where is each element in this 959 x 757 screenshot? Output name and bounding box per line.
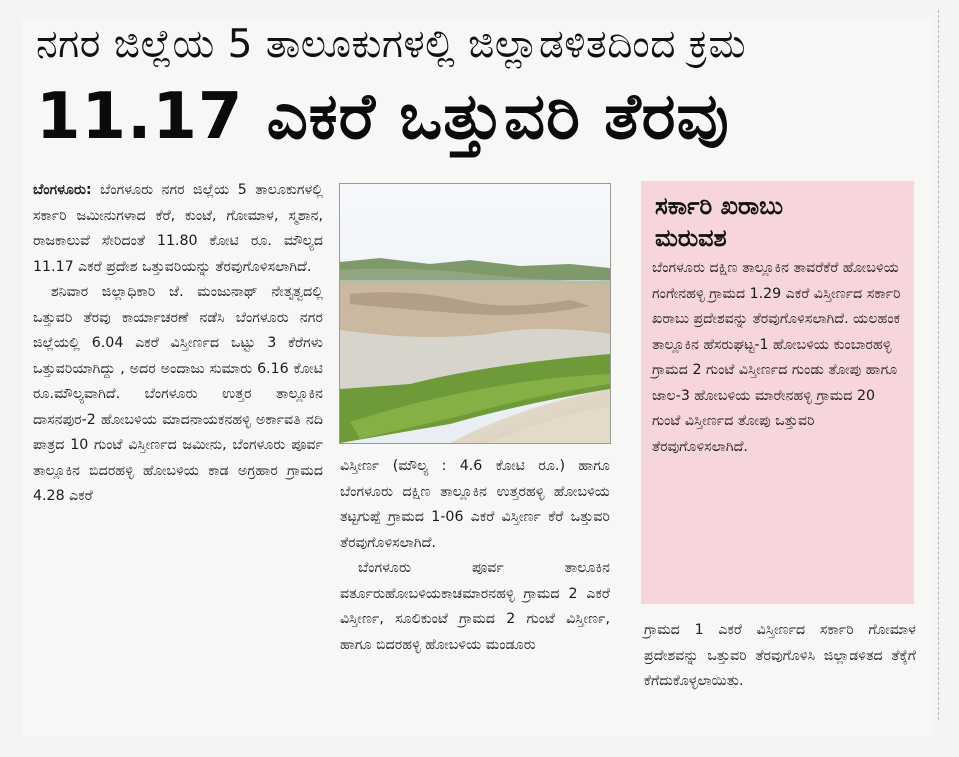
kicker-headline: ನಗರ ಜಿಲ್ಲೆಯ 5 ತಾಲೂಕುಗಳಲ್ಲಿ ಜಿಲ್ಲಾಡಳಿತದಿಂದ ಕ್ರಮ bbox=[36, 22, 747, 67]
sidebar-title bbox=[655, 190, 905, 254]
article-column-2 bbox=[340, 454, 610, 658]
sidebar-title-line: ಮರುವಶ bbox=[655, 224, 727, 252]
news-photo bbox=[339, 183, 611, 444]
paragraph: ಶನಿವಾರ ಜಿಲ್ಲಾಧಿಕಾರಿ ಜೆ. ಮಂಜುನಾಥ್ ನೇತೃತ್ವದಲ್ಲಿ ಒತ್ತುವರಿ ತೆರವು ಕಾರ್ಯಾಚರಣೆ ನಡೆಸಿ ಬೆಂಗಳೂರು ನಗರ ಜಿಲ್ಲೆಯಲ್ಲಿ 6.04 ಎಕರೆ ವಿಸ್ತೀರ್ಣದ ಒಟ್ಟು 3 ಕೆರೆಗಳು ಒತ್ತುವರಿಯಾಗಿದ್ದು , ಅದರ ಅಂದಾಜು ಸುಮಾರು 6.16 ಕೋಟಿ ರೂ.ಮೌಲ್ಯವಾಗಿದೆ. ಬೆಂಗಳೂರು ಉತ್ತರ ತಾಲ್ಲೂಕಿನ ದಾಸನಪುರ-2 ಹೋಬಳಿಯ ಮಾದನಾಯಕನಹಳ್ಳಿ ಅರ್ಕಾವತಿ ನದಿ ಪಾತ್ರದ 10 ಗುಂಟೆ ವಿಸ್ತೀರ್ಣದ ಜಮೀನು, ಬೆಂಗಳೂರು ಪೂರ್ವ ತಾಲ್ಲೂಕಿನ ಬಿದರಹಳ್ಳಿ ಹೋಬಳಿಯ ಕಾಡ ಅಗ್ರಹಾರ ಗ್ರಾಮದ 4.28 ಎಕರೆ bbox=[33, 284, 323, 504]
paragraph: ವಿಸ್ತೀರ್ಣ (ಮೌಲ್ಯ : 4.6 ಕೋಟಿ ರೂ.) ಹಾಗೂ ಬೆಂಗಳೂರು ದಕ್ಷಿಣ ತಾಲ್ಲೂಕಿನ ಉತ್ತರಹಳ್ಳಿ ಹೋಬಳಿಯ ತಟ್ಟಗುಪ್ಪೆ ಗ್ರಾಮದ 1-06 ಎಕರೆ ವಿಸ್ತೀರ್ಣ ಕೆರೆ ಒತ್ತುವರಿ ತೆರವುಗೊಳಿಸಲಾಗಿದೆ. bbox=[340, 458, 610, 551]
sidebar-paragraph: ಬೆಂಗಳೂರು ದಕ್ಷಿಣ ತಾಲ್ಲೂಕಿನ ತಾವರೆಕೆರೆ ಹೋಬಳಿಯ ಗಂಗೇನಹಳ್ಳಿ ಗ್ರಾಮದ 1.29 ಎಕರೆ ವಿಸ್ತೀರ್ಣದ ಸರ್ಕಾರಿ ಖರಾಬು ಪ್ರದೇಶವನ್ನು ತೆರವುಗೊಳಿಸಲಾಗಿದೆ. ಯಲಹಂಕ ತಾಲ್ಲೂಕಿನ ಹೆಸರುಘಟ್ಟ-1 ಹೋಬಳಿಯ ಕುಂಬಾರಹಳ್ಳಿ ಗ್ರಾಮದ 2 ಗುಂಟೆ ವಿಸ್ತೀರ್ಣದ ಗುಂಡು ತೋಪು ಹಾಗೂ ಜಾಲ-3 ಹೋಬಳಿಯ ಮಾರೇನಹಳ್ಳಿ ಗ್ರಾಮದ 20 ಗುಂಟೆ ವಿಸ್ತೀರ್ಣದ ತೋಪು ಒತ್ತುವರಿ ತೆರವುಗೊಳಿಸಲಾಗಿದೆ. bbox=[652, 260, 901, 455]
paragraph: ಗ್ರಾಮದ 1 ಎಕರೆ ವಿಸ್ತೀರ್ಣದ ಸರ್ಕಾರಿ ಗೋಮಾಳ ಪ್ರದೇಶವನ್ನು ಒತ್ತುವರಿ ತೆರವುಗೊಳಿಸಿ ಜಿಲ್ಲಾಡಳಿತದ ತೆಕ್ಕೆಗೆ ಕೆಗೆದುಕೊಳ್ಳಲಾಯಿತು. bbox=[644, 622, 916, 689]
main-headline: 11.17 ಎಕರೆ ಒತ್ತುವರಿ ತೆರವು bbox=[36, 80, 730, 154]
article-column-3 bbox=[644, 618, 916, 695]
dateline: ಬೆಂಗಳೂರು: bbox=[33, 182, 92, 198]
lake-clearance-image bbox=[340, 184, 610, 443]
sidebar-body bbox=[652, 256, 904, 460]
lead-paragraph bbox=[33, 178, 323, 280]
lead-text: ಬೆಂಗಳೂರು ನಗರ ಜಿಲ್ಲೆಯ 5 ತಾಲೂಕುಗಳಲ್ಲಿ ಸರ್ಕಾರಿ ಜಮೀನುಗಳಾದ ಕೆರೆ, ಕುಂಟೆ, ಗೋಮಾಳ, ಸ್ಮಶಾನ, ರಾಜಕಾಲುವೆ ಸೇರಿದಂತೆ 11.80 ಕೋಟಿ ರೂ. ಮೌಲ್ಯದ 11.17 ಎಕರೆ ಪ್ರದೇಶ ಒತ್ತುವರಿಯನ್ನು ತೆರವುಗೊಳಿಸಲಾಗಿದೆ. bbox=[33, 182, 324, 275]
article-column-1 bbox=[33, 178, 323, 510]
sidebar-title-line: ಸರ್ಕಾರಿ ಖರಾಬು bbox=[655, 192, 783, 220]
fold-line bbox=[938, 10, 939, 720]
paragraph: ಬೆಂಗಳೂರು ಪೂರ್ವ ತಾಲೂಕಿನ ವರ್ತೂರುಹೋಬಳಿಯಕಾಚಮಾರನಹಳ್ಳಿ ಗ್ರಾಮದ 2 ಎಕರೆ ವಿಸ್ತೀರ್ಣ, ಸೂಲಿಕುಂಟೆ ಗ್ರಾಮದ 2 ಗುಂಟೆ ವಿಸ್ತೀರ್ಣ, ಹಾಗೂ ಬಿದರಹಳ್ಳಿ ಹೋಬಳಿಯ ಮಂಡೂರು bbox=[340, 560, 610, 653]
